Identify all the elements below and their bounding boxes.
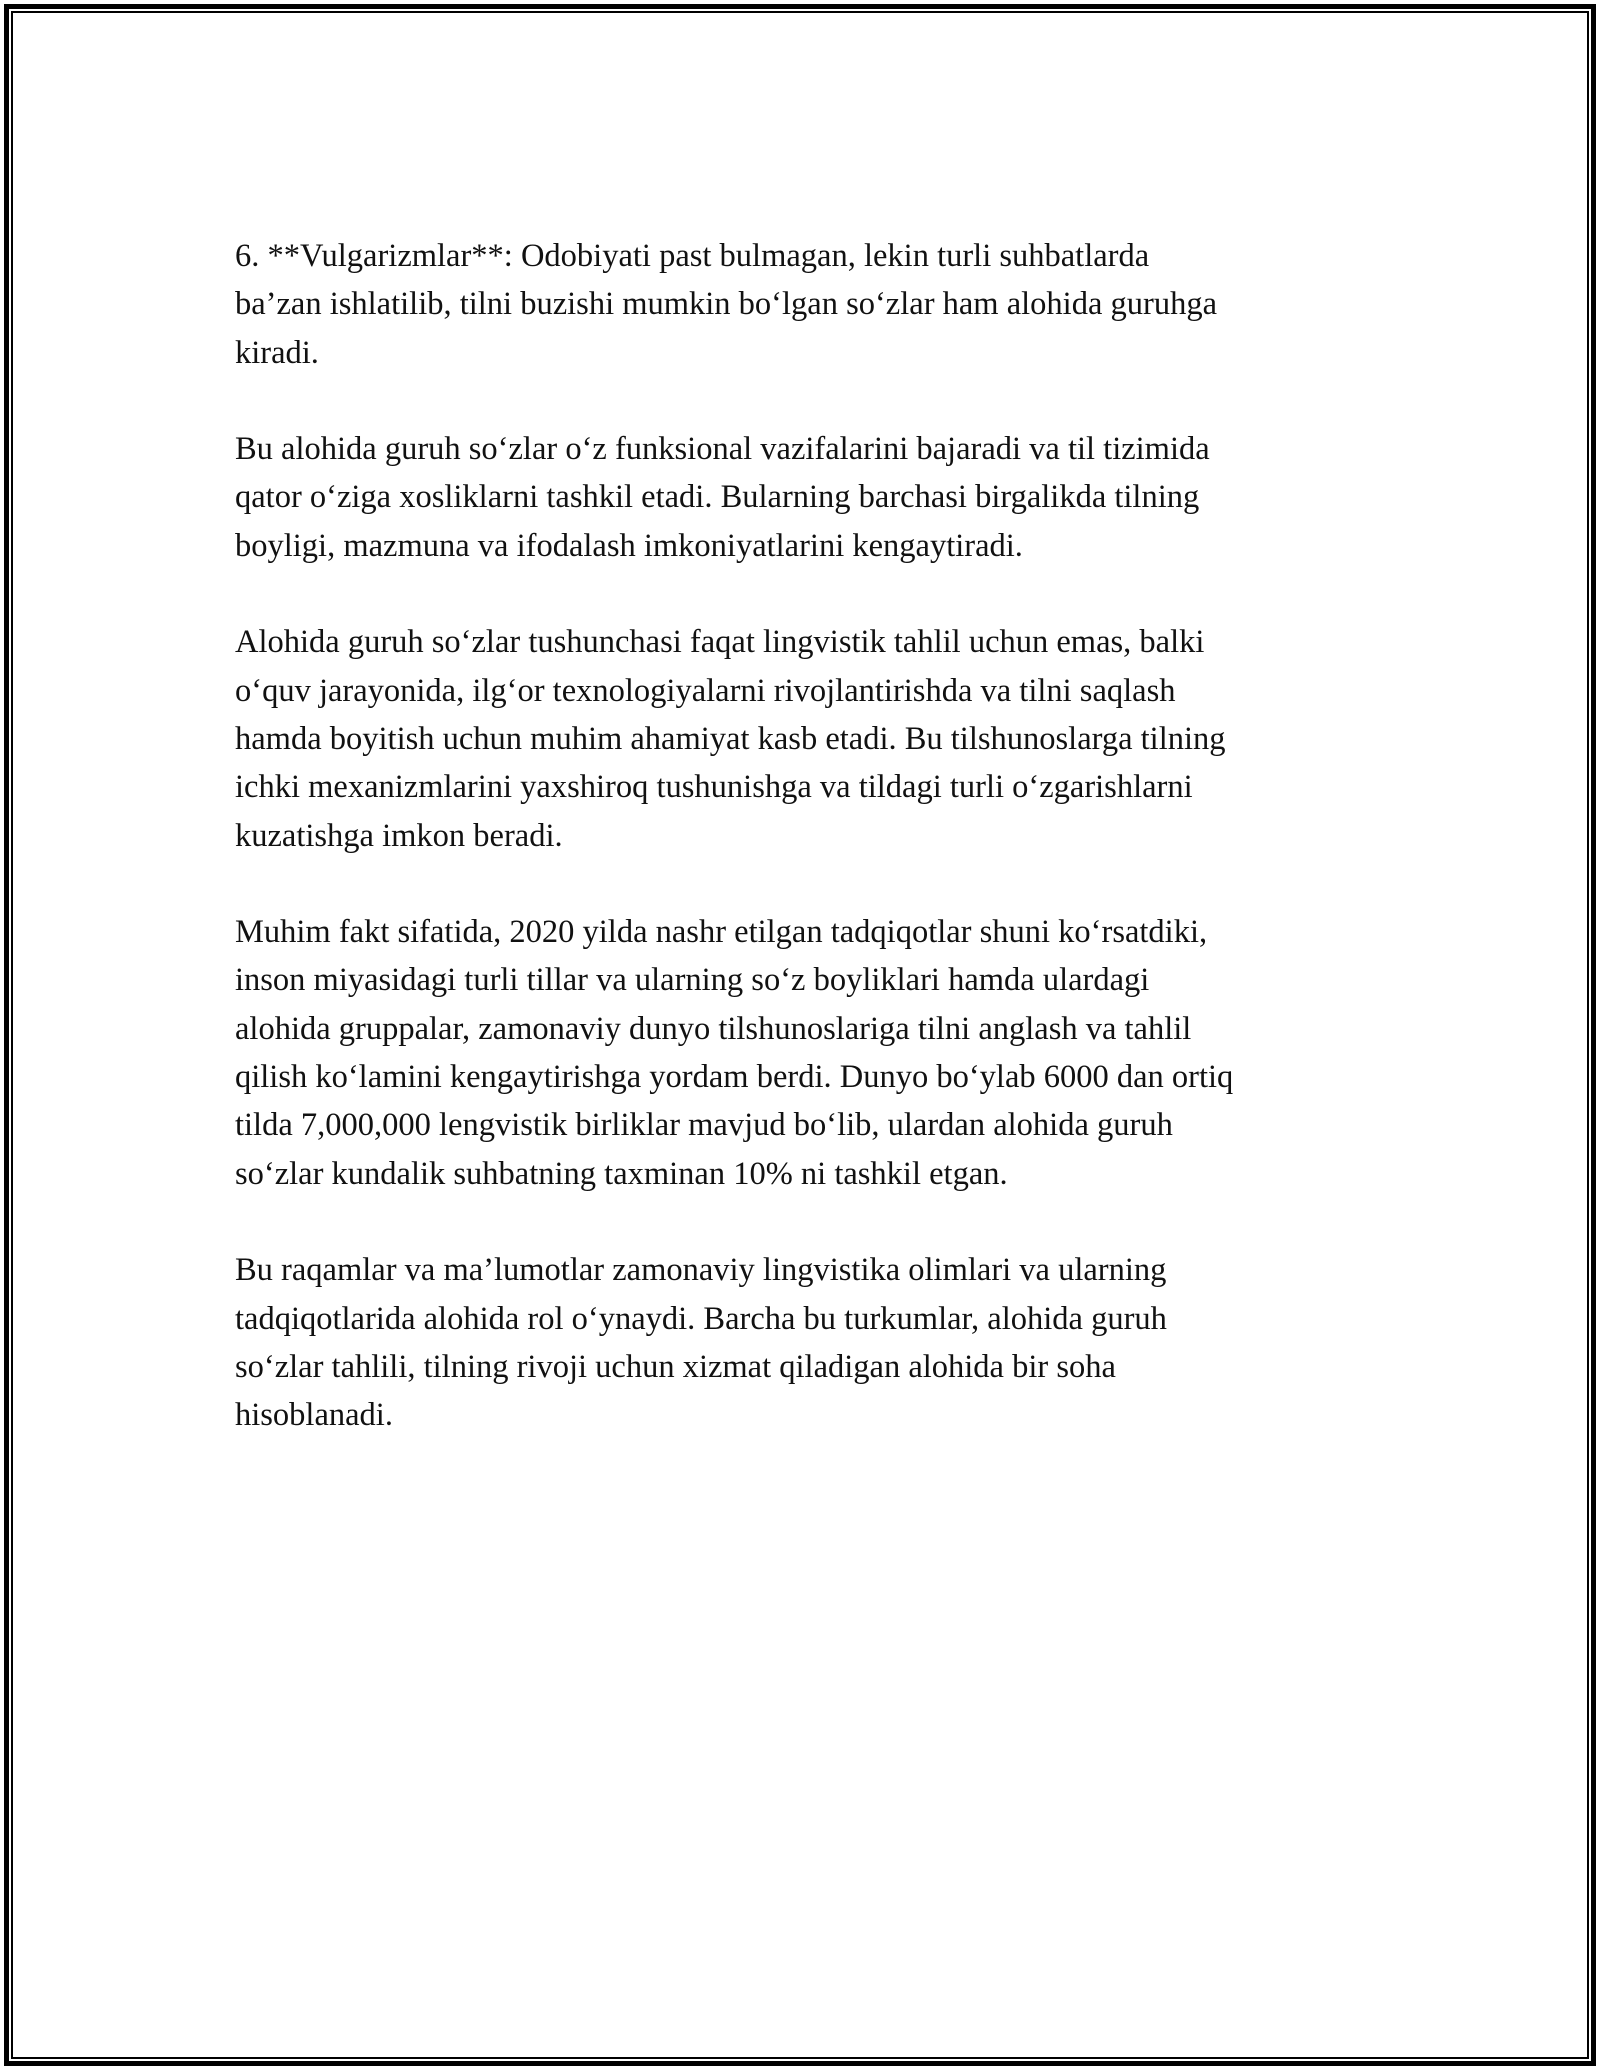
- text-line: Alohida guruh so‘zlar tushunchasi faqat lingvistik tahlil uchun emas, balki: [235, 624, 1205, 661]
- paragraph-concept-importance: [235, 618, 1380, 859]
- text-line: inson miyasidagi turli tillar va ularning so‘z boyliklari hamda ulardagi: [235, 962, 1150, 999]
- text-line: ba’zan ishlatilib, tilni buzishi mumkin bo‘lgan so‘zlar ham alohida guruhga: [235, 286, 1217, 323]
- text-line: boyligi, mazmuna va ifodalash imkoniyatlarini kengaytiradi.: [235, 527, 1023, 564]
- text-line: Bu alohida guruh so‘zlar o‘z funksional vazifalarini bajaradi va til tizimida: [235, 431, 1210, 468]
- document-body: [235, 232, 1380, 1488]
- text-line: 6. **Vulgarizmlar**: Odobiyati past bulmagan, lekin turli suhbatlarda: [235, 238, 1150, 274]
- text-line: hisoblanadi.: [235, 1397, 393, 1434]
- paragraph-conclusion: [235, 1246, 1380, 1439]
- paragraph-research-facts: [235, 908, 1380, 1198]
- text-line: o‘quv jarayonida, ilg‘or texnologiyalarni rivojlantirishda va tilni saqlash: [235, 672, 1176, 709]
- paragraph-vulgarizmlar: [235, 232, 1380, 377]
- text-line: hamda boyitish uchun muhim ahamiyat kasb etadi. Bu tilshunoslarga tilning: [235, 720, 1226, 757]
- text-line: alohida gruppalar, zamonaviy dunyo tilshunoslariga tilni anglash va tahlil: [235, 1010, 1192, 1047]
- paragraph-functional-role: [235, 425, 1380, 570]
- text-line: so‘zlar kundalik suhbatning taxminan 10% ni tashkil etgan.: [235, 1155, 1008, 1192]
- text-line: kuzatishga imkon beradi.: [235, 817, 563, 854]
- text-line: tadqiqotlarida alohida rol o‘ynaydi. Barcha bu turkumlar, alohida guruh: [235, 1300, 1167, 1337]
- text-line: ichki mexanizmlarini yaxshiroq tushunishga va tildagi turli o‘zgarishlarni: [235, 769, 1193, 806]
- text-line: qator o‘ziga xosliklarni tashkil etadi. Bularning barchasi birgalikda tilning: [235, 479, 1200, 516]
- text-line: qilish ko‘lamini kengaytirishga yordam berdi. Dunyo bo‘ylab 6000 dan ortiq: [235, 1059, 1234, 1096]
- text-line: Bu raqamlar va ma’lumotlar zamonaviy lingvistika olimlari va ularning: [235, 1252, 1167, 1289]
- text-line: Muhim fakt sifatida, 2020 yilda nashr etilgan tadqiqotlar shuni ko‘rsatdiki,: [235, 914, 1208, 951]
- text-line: tilda 7,000,000 lengvistik birliklar mavjud bo‘lib, ulardan alohida guruh: [235, 1107, 1173, 1144]
- text-line: kiradi.: [235, 334, 319, 371]
- text-line: so‘zlar tahlili, tilning rivoji uchun xizmat qiladigan alohida bir soha: [235, 1348, 1116, 1385]
